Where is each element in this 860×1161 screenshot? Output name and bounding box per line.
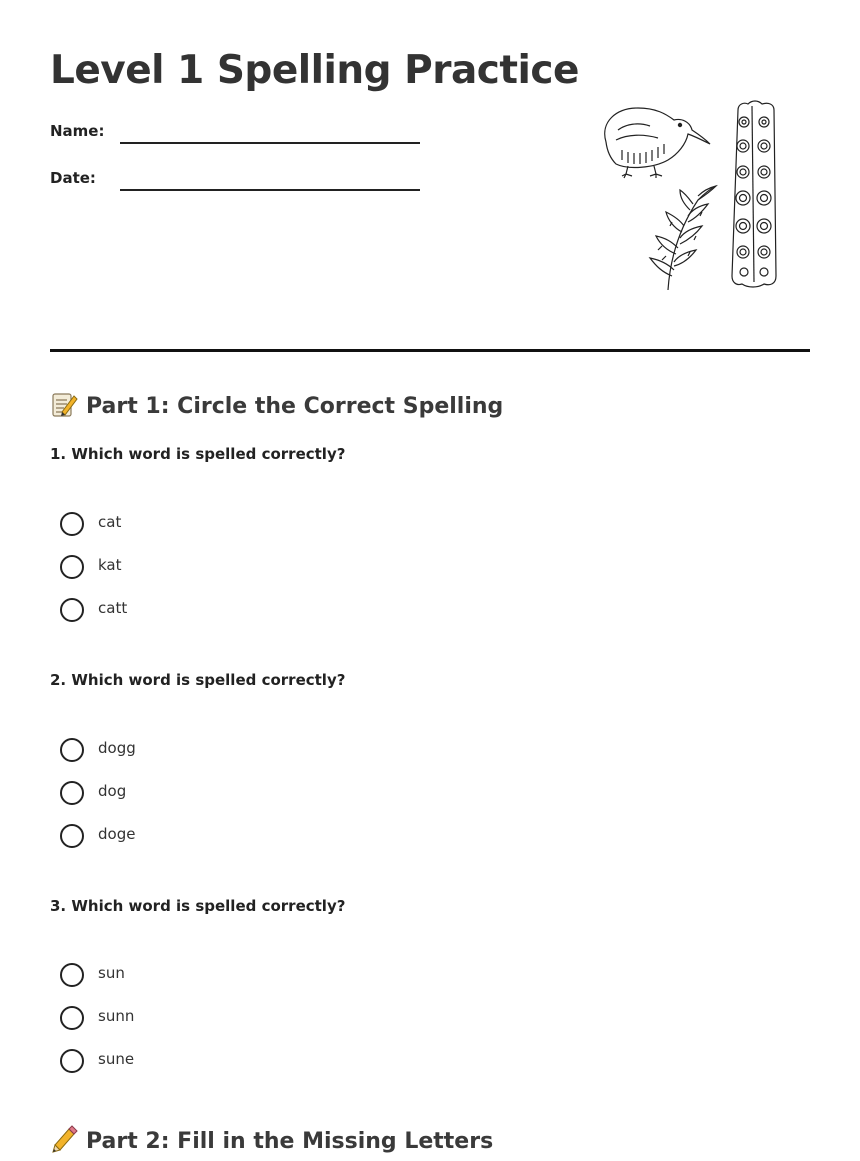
- date-field-row: [50, 169, 430, 193]
- part-2-heading: [50, 1125, 493, 1154]
- date-label: Date:: [50, 169, 96, 187]
- option-label: cat: [98, 513, 122, 531]
- option-label: catt: [98, 599, 128, 617]
- carved-pou-icon: [732, 101, 776, 287]
- question-3-prompt: 3. Which word is spelled correctly?: [50, 897, 346, 915]
- radio-circle[interactable]: [60, 1049, 84, 1073]
- option-label: sun: [98, 964, 125, 982]
- page-title: Level 1 Spelling Practice: [50, 48, 579, 93]
- question-2-prompt: 2. Which word is spelled correctly?: [50, 671, 346, 689]
- name-write-line[interactable]: [120, 142, 420, 144]
- option-label: sunn: [98, 1007, 135, 1025]
- radio-circle[interactable]: [60, 598, 84, 622]
- radio-circle[interactable]: [60, 555, 84, 579]
- option-label: doge: [98, 825, 136, 843]
- part-1-heading: [50, 390, 503, 419]
- memo-icon: [50, 390, 78, 418]
- question-1-option-1[interactable]: [60, 512, 360, 538]
- option-label: dog: [98, 782, 127, 800]
- header-divider: [50, 349, 810, 352]
- question-2-option-2[interactable]: [60, 781, 360, 807]
- name-label: Name:: [50, 122, 105, 140]
- date-write-line[interactable]: [120, 189, 420, 191]
- name-field-row: [50, 122, 430, 146]
- question-3-option-2[interactable]: [60, 1006, 360, 1032]
- radio-circle[interactable]: [60, 963, 84, 987]
- radio-circle[interactable]: [60, 824, 84, 848]
- question-2-option-1[interactable]: [60, 738, 360, 764]
- radio-circle[interactable]: [60, 1006, 84, 1030]
- fern-icon: [650, 186, 716, 290]
- question-3-option-3[interactable]: [60, 1049, 360, 1075]
- question-1-option-3[interactable]: [60, 598, 360, 624]
- option-label: sune: [98, 1050, 135, 1068]
- kiwi-bird-icon: [605, 108, 710, 178]
- part-2-title: Part 2: Fill in the Missing Letters: [86, 1129, 494, 1154]
- option-label: dogg: [98, 739, 136, 757]
- part-1-title: Part 1: Circle the Correct Spelling: [86, 394, 504, 419]
- radio-circle[interactable]: [60, 738, 84, 762]
- option-label: kat: [98, 556, 122, 574]
- question-1-prompt: 1. Which word is spelled correctly?: [50, 445, 346, 463]
- question-3-option-1[interactable]: [60, 963, 360, 989]
- pencil-icon: [50, 1125, 78, 1153]
- question-2-option-3[interactable]: [60, 824, 360, 850]
- header-illustrations: [598, 100, 788, 295]
- question-1-option-2[interactable]: [60, 555, 360, 581]
- radio-circle[interactable]: [60, 781, 84, 805]
- radio-circle[interactable]: [60, 512, 84, 536]
